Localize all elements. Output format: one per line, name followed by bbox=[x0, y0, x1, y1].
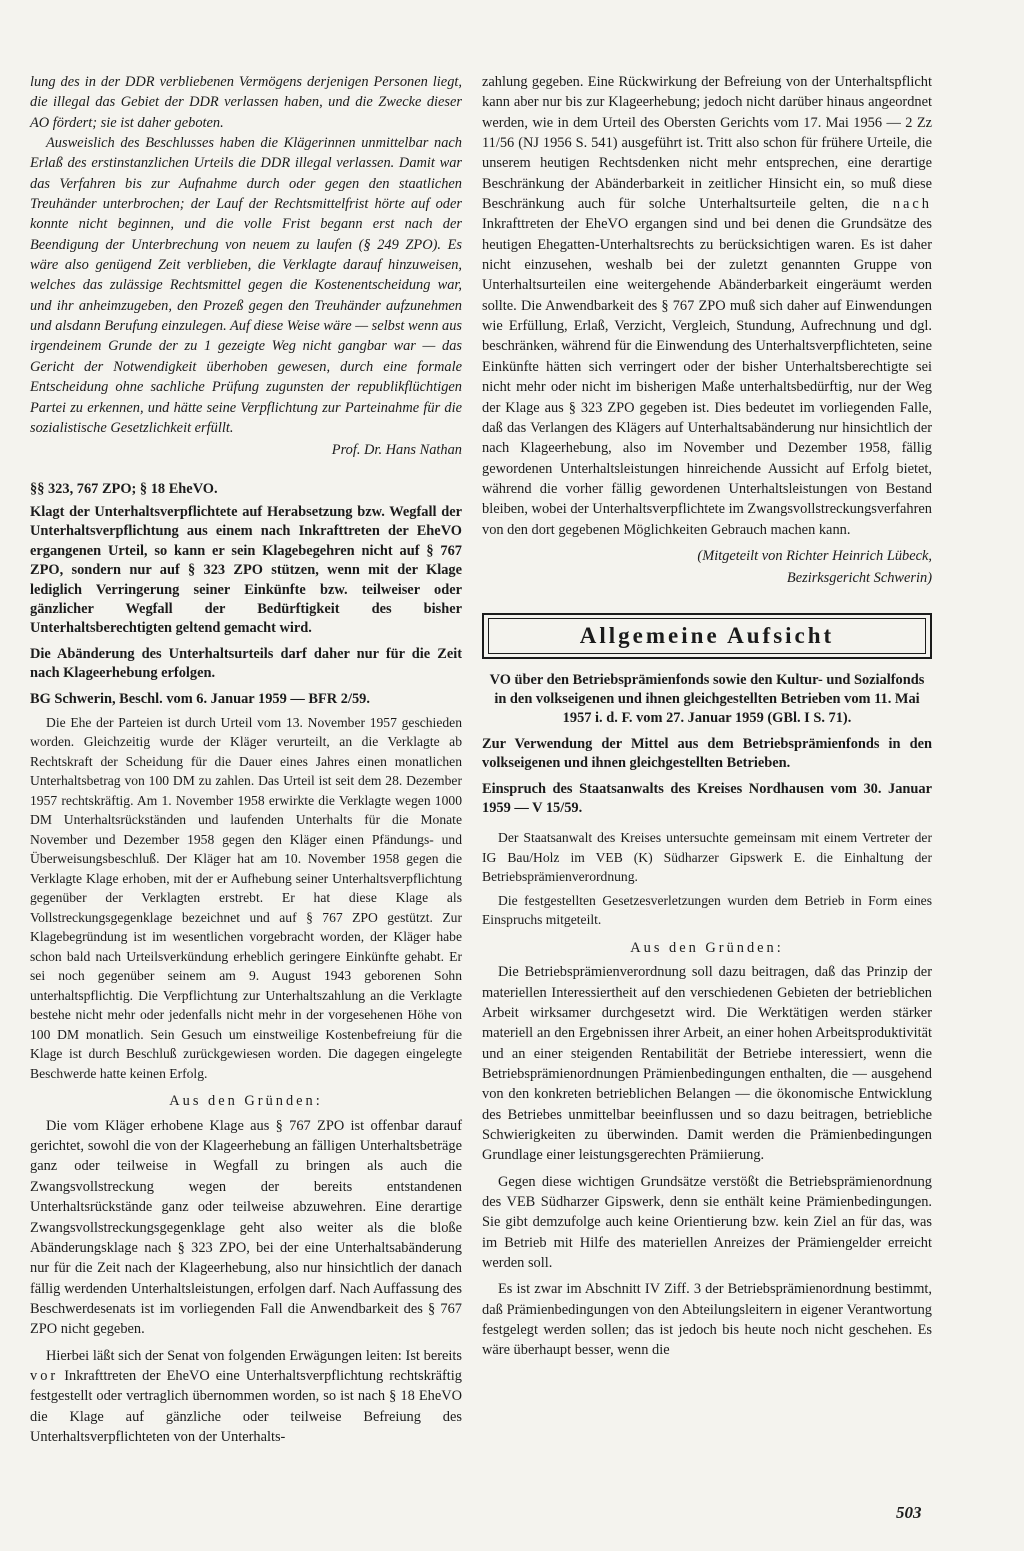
attribution-line-1: (Mitgeteilt von Richter Heinrich Lübeck, bbox=[697, 547, 932, 564]
regulation-reasons-3: Es ist zwar im Abschnitt IV Ziff. 3 der Betriebsprämienordnung bestimmt, daß Prämienbedingungen von den Abteilungsleitern in eigener Verantwortung festgelegt werden sollen; das ist jedoch bis heute noch nicht geschehen. Es wäre überhaupt besser, wenn die bbox=[482, 1281, 932, 1359]
regulation-reasons-2: Gegen diese wichtigen Grundsätze verstößt die Betriebsprämienordnung des VEB Südharzer Gipswerk, denn sie enthält keine Prämienbedingungen. Sie gibt demzufolge auch keine Orientierung bzw. kein Ziel an für das, was im Betrieb mit Hilfe des materiellen Anreizes der Prämiengelder erreicht werden soll. bbox=[482, 1173, 932, 1272]
regulation-facts-1: Der Staatsanwalt des Kreises untersuchte gemeinsam mit einem Vertreter der IG Bau/Holz im VEB (K) Südharzer Gipswerk E. die Einhaltung der Betriebsprämienverordnung. bbox=[482, 830, 932, 885]
regulation-reasons-1: Die Betriebsprämienverordnung soll dazu beitragen, daß das Prinzip der materiellen Interessiertheit auf den verschiedenen Gebieten der betrieblichen Arbeit wirksamer durchgesetzt wird. Die Werktätigen werden stärker materiell an den Ergebnissen ihrer Arbeit, an einer hohen Arbeitsproduktivität und an einer steigenden Rentabilität der Betriebe interessiert, wenn die Betriebsprämienordnungen Prämienbedingungen enthalten, die — ausgehend von den konkreten betrieblichen Belangen — die ökonomische Entwicklung des Betriebes unmittelbar beeinflussen und so dazu beitragen, betriebliche Schwierigkeiten zu überwinden. Damit werden die Prämienbedingungen Grundlage einer leistungsgerechten Prämiierung. bbox=[482, 964, 932, 1164]
spaced-emphasis-nach: nach bbox=[892, 196, 932, 213]
left-column bbox=[30, 72, 462, 1447]
section-title: Allgemeine Aufsicht bbox=[488, 618, 926, 654]
spaced-emphasis-vor: vor bbox=[30, 1367, 59, 1384]
reasons-heading: Aus den Gründen: bbox=[169, 1093, 323, 1110]
section-title-box bbox=[482, 613, 932, 659]
nathan-commentary-end: lung des in der DDR verbliebenen Vermögens derjenigen Personen liegt, die illegal das Gebiet der DDR verlassen haben, und die Zwecke dieser AO fördert; sie ist daher geboten. bbox=[30, 74, 462, 131]
headnote-1: Klagt der Unterhaltsverpflichtete auf Herabsetzung bzw. Wegfall der Unterhaltsverpflichtung aus einem nach Inkrafttreten der EheVO ergangenen Urteil, so kann er sein Klagebegehren nicht auf § 767 ZPO, sondern nur auf § 323 ZPO stützen, wenn mit der Klage lediglich Verringerung seiner Einkünfte bzw. teilweiser oder gänzlicher Wegfall der Bedürftigkeit des bisher Unterhaltsberechtigten geltend gemacht wird. bbox=[30, 503, 462, 637]
headnote-2: Die Abänderung des Unterhaltsurteils darf daher nur für die Zeit nach Klageerhebung erfolgen. bbox=[30, 645, 462, 682]
attribution-line-2: Bezirksgericht Schwerin) bbox=[786, 570, 932, 587]
regulation-headnote: Zur Verwendung der Mittel aus dem Betriebsprämienfonds in den volkseigenen und ihnen gleichgestellten Betrieben. bbox=[482, 735, 932, 772]
reasons-continuation: zahlung gegeben. Eine Rückwirkung der Befreiung von der Unterhaltspflicht kann aber nur bis zur Klageerhebung; jedoch nicht darüber hinaus angeordnet werden, wie in dem Urteil des Obersten Gerichts vom 17. Mai 1956 — 2 Zz 11/56 (NJ 1956 S. 541) ausgeführt ist. Tritt also schon für frühere Urteile, die unserem heutigen Rechtsdenken nicht mehr entsprechen, eine derartige Beschränkung der Abänderbarkeit in zeitlicher Hinsicht ein, so muß diese Beschränkung auch für solche Unterhaltsurteile gelten, die nach Inkrafttreten der EheVO ergangen sind und bei denen die Grundsätze des heutigen Ehegatten-Unterhaltsrechts zu berücksichtigen waren. Es ist daher nicht einzusehen, weshalb bei der zuletzt genannten Gruppe von Unterhaltsurteilen eine weitergehende Abänderbarkeit eingeräumt werden sollte. Die Anwendbarkeit des § 767 ZPO muß sich daher auf Einwendungen wie Erfüllung, Erlaß, Verzicht, Vergleich, Stundung, Aufrechnung und dgl. beschränken, während für die Einwendung des Unterhaltsverpflichteten, seine Einkünfte hätten sich verringert oder der bisher Unterhaltsberechtigte sei nicht mehr oder nicht im bisherigen Maße unterhaltsbedürftig, nur der Weg der Klage aus § 323 ZPO gegeben ist. Dies bedeutet im vorliegenden Falle, daß das Verlangen des Klägers auf Unterhaltsabänderung nur hinsichtlich der nach Klageerhebung, also im November und Dezember 1958, fällig gewordenen Unterhaltsleistungen hinreichende Aussicht auf Erfolg bietet, während die vorher fällig gewordenen Unterhaltsleistungen von Bestand bleiben, wobei der Unterhaltsverpflichtete im Zwangsvollstreckungsverfahren von den dort gegebenen Möglichkeiten Gebrauch machen kann. bbox=[482, 74, 932, 538]
regulation-reasons-heading: Aus den Gründen: bbox=[630, 939, 784, 956]
nathan-commentary-paragraph: Ausweislich des Beschlusses haben die Klägerinnen unmittelbar nach Erlaß des erstinstanzlichen Urteils die DDR illegal verlassen. Damit war das Verfahren bis zur Aufnahme durch oder gegen den staatlichen Treuhänder unterbrochen; der Lauf der Rechtsmittelfrist hörte auf oder konnte nicht beginnen, und die volle Frist begann erst nach der Beendigung der Unterbrechung von neuem zu laufen (§ 249 ZPO). Es wäre also genügend Zeit verblieben, die Verklagte darauf hinzuweisen, welches das zulässige Rechtsmittel gegen die Kostenentscheidung war, und ihr anheimzugeben, den Prozeß gegen den Treuhänder aufzunehmen und alsdann Berufung einzulegen. Auf diese Weise wäre — selbst wenn aus irgendeinem Grunde der zu 1 gezeigte Weg nicht gangbar war — das Gericht der Notwendigkeit überhoben gewesen, durch eine formale Entscheidung ohne sachliche Prüfung zugunsten der republikflüchtigen Partei zu erkennen, und hätte seine Verpflichtung zur Parteinahme für die sozialistische Gesetzlichkeit erfüllt. bbox=[30, 135, 462, 436]
page-number: 503 bbox=[896, 1503, 922, 1522]
case-facts: Die Ehe der Parteien ist durch Urteil vom 13. November 1957 geschieden worden. Gleichzeitig wurde der Kläger verurteilt, an die Verklagte ab Rechtskraft der Scheidung für die Dauer eines Jahres einen monatlichen Unterhaltsbetrag von 100 DM zu zahlen. Das Urteil ist seit dem 28. Dezember 1957 rechtskräftig. Am 1. November 1958 erwirkte die Verklagte wegen 1000 DM Unterhaltsrückständen und laufenden Unterhalts für die Monate November und Dezember 1958 gegen den Kläger einen Pfändungs- und Überweisungsbeschluß. Der Kläger hat am 10. November 1958 gegen die Verklagte Klage erhoben, mit der er Aufhebung seiner Unterhaltsverpflichtung gegenüber der Verklagten erstrebt. Er hat diese Klage als Vollstreckungsgegenklage bezeichnet und auf § 767 ZPO gestützt. Zur Klagebegründung ist im wesentlichen vorgebracht worden, der Kläger habe schon bald nach Urteilsverkündung erheblich geringere Einkünfte gehabt. Er sei noch gegenüber seinem am 9. August 1943 geborenen Sohn unterhaltspflichtig. Die Verpflichtung zur Unterhaltszahlung an die Verklagte bestehe nicht mehr oder jedenfalls nicht mehr in der vorgesehenen Höhe von 100 DM monatlich. Sein Gesuch um einstweilige Kostenbefreiung für die Klage ist durch Beschluß zurückgewiesen worden. Die dagegen eingelegte Beschwerde hatte keinen Erfolg. bbox=[30, 714, 462, 1081]
author-signature: Prof. Dr. Hans Nathan bbox=[331, 442, 462, 459]
regulation-citation: Einspruch des Staatsanwalts des Kreises Nordhausen vom 30. Januar 1959 — V 15/59. bbox=[482, 780, 932, 817]
reasons-paragraph-1: Die vom Kläger erhobene Klage aus § 767 ZPO ist offenbar darauf gerichtet, sowohl die von der Klageerhebung an fälligen Unterhaltsbeträge ganz oder teilweise in Wegfall zu bringen als auch die Zwangsvollstreckung wegen der bereits entstandenen Unterhaltsrückstände ganz oder teilweise abzuwehren. Eine derartige Zwangsvollstreckungsgegenklage geht also weiter als die bloße Abänderungsklage nach § 323 ZPO, bei der eine Unterhaltsabänderung nur für die Zeit nach der Klageerhebung, also nur hinsichtlich der danach fällig werdenden Unterhaltsleistungen, erfolgen darf. Nach Auffassung des Beschwerdesenats ist im vorliegenden Fall die Anwendbarkeit des § 767 ZPO nicht gegeben. bbox=[30, 1117, 462, 1338]
regulation-facts-2: Die festgestellten Gesetzesverletzungen wurden dem Betrieb in Form eines Einspruchs mitgeteilt. bbox=[482, 892, 932, 928]
reasons-paragraph-2: Hierbei läßt sich der Senat von folgenden Erwägungen leiten: Ist bereits vor Inkrafttreten der EheVO eine Unterhaltsverpflichtung rechtskräftig festgestellt oder vertraglich übernommen worden, so ist nach § 18 EheVO die Klage auf gänzliche oder teilweise Befreiung des Unterhaltsverpflichteten von der Unterhalts- bbox=[30, 1347, 462, 1445]
decision-heading: §§ 323, 767 ZPO; § 18 EheVO. bbox=[30, 480, 218, 497]
right-column bbox=[482, 72, 932, 1361]
regulation-title: VO über den Betriebsprämienfonds sowie den Kultur- und Sozialfonds in den volkseigenen und ihnen gleichgestellten Betrieben vom 11. Mai 1957 i. d. F. vom 27. Januar 1959 (GBl. I S. 71). bbox=[489, 671, 925, 727]
court-citation: BG Schwerin, Beschl. vom 6. Januar 1959 — BFR 2/59. bbox=[30, 690, 370, 707]
